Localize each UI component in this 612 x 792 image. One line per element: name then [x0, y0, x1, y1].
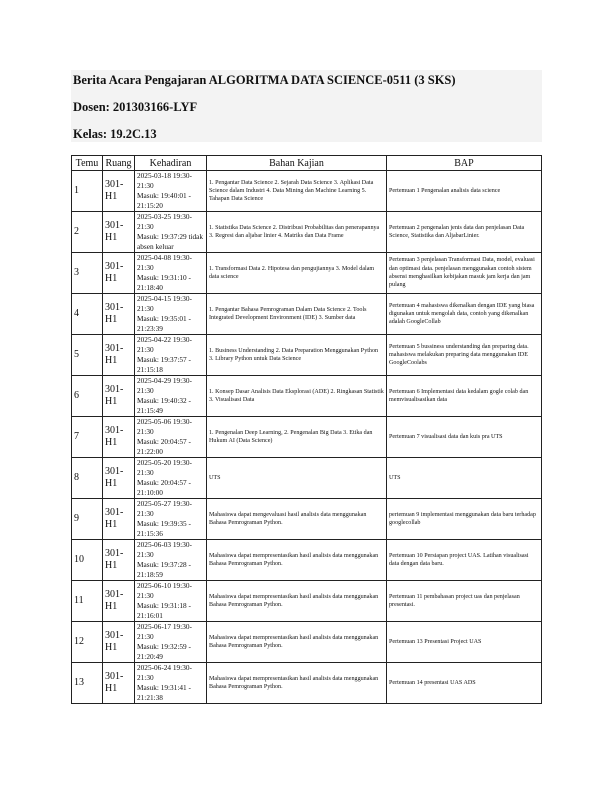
schedule-text: 2025-06-17 19:30-21:30	[137, 622, 192, 641]
room-cell: 301-H1	[103, 253, 135, 294]
topic-cell: 1. Business Understanding 2. Data Preparation Menggunakan Python 3. Library Python untuk Data Science	[207, 335, 387, 376]
room-cell: 301-H1	[103, 458, 135, 499]
bap-cell: UTS	[387, 458, 542, 499]
topic-cell: Mahasiswa dapat mempresentasikan hasil analisis data menggunakan Bahasa Pemrograman Python.	[207, 581, 387, 622]
room-cell: 301-H1	[103, 499, 135, 540]
meeting-number: 5	[72, 335, 103, 376]
attendance-cell	[135, 499, 207, 540]
bap-cell: Pertemuan 7 visualisasi data dan kuis pra UTS	[387, 417, 542, 458]
check-in-text: Masuk: 19:40:32 - 21:15:49	[137, 396, 191, 415]
attendance-cell	[135, 253, 207, 294]
topic-cell: 1. Statistika Data Science 2. Distribusi Probabilitas dan penerapannya 3. Regresi dan aljabar linier 4. Matriks dan Data Frame	[207, 212, 387, 253]
meeting-number: 3	[72, 253, 103, 294]
table-row	[72, 622, 542, 663]
meeting-number: 10	[72, 540, 103, 581]
check-in-text: Masuk: 19:37:57 - 21:15:18	[137, 355, 191, 374]
room-cell: 301-H1	[103, 663, 135, 704]
schedule-text: 2025-06-10 19:30-21:30	[137, 581, 192, 600]
check-in-text: Masuk: 19:40:01 - 21:15:20	[137, 191, 191, 210]
bap-cell: pertemuan 9 implementasi menggunakan data baru terhadap googlecollab	[387, 499, 542, 540]
room-cell: 301-H1	[103, 540, 135, 581]
attendance-cell	[135, 294, 207, 335]
meeting-number: 13	[72, 663, 103, 704]
bap-cell: Pertemuan 11 pembahasan project uas dan penjelasan presentasi.	[387, 581, 542, 622]
column-header-bap: BAP	[387, 156, 542, 171]
bap-cell: Pertemuan 3 penjelasan Transformasi Data, model, evaluasi dan optimasi data. penjelasan menggunakan contoh sistem absensi menghasilkan kebijakan masuk jam kerja dan jam pulang	[387, 253, 542, 294]
bap-cell: Pertemuan 10 Persiapan project UAS. Latihan visualisasi data dengan data baru.	[387, 540, 542, 581]
schedule-text: 2025-04-15 19:30-21:30	[137, 294, 192, 313]
room-cell: 301-H1	[103, 212, 135, 253]
table-row	[72, 335, 542, 376]
table-row	[72, 581, 542, 622]
meeting-number: 8	[72, 458, 103, 499]
room-cell: 301-H1	[103, 622, 135, 663]
attendance-cell	[135, 335, 207, 376]
schedule-text: 2025-05-20 19:30-21:30	[137, 458, 192, 477]
check-in-text: Masuk: 19:31:41 - 21:21:38	[137, 683, 191, 702]
schedule-text: 2025-04-29 19:30-21:30	[137, 376, 192, 395]
room-cell: 301-H1	[103, 294, 135, 335]
check-in-text: Masuk: 19:32:59 - 21:20:49	[137, 642, 191, 661]
attendance-cell	[135, 663, 207, 704]
check-in-text: Masuk: 19:39:35 - 21:15:36	[137, 519, 191, 538]
check-in-text: Masuk: 19:31:10 - 21:18:40	[137, 273, 191, 292]
table-row	[72, 294, 542, 335]
schedule-text: 2025-06-24 19:30-21:30	[137, 663, 192, 682]
column-header-ruang: Ruang	[103, 156, 135, 171]
attendance-cell	[135, 622, 207, 663]
column-header-kehadiran: Kehadiran	[135, 156, 207, 171]
meeting-number: 11	[72, 581, 103, 622]
schedule-text: 2025-03-18 19:30-21:30	[137, 171, 192, 190]
schedule-text: 2025-03-25 19:30-21:30	[137, 212, 192, 231]
check-in-text: Masuk: 19:37:28 - 21:18:59	[137, 560, 191, 579]
check-in-text: Masuk: 19:35:01 - 21:23:39	[137, 314, 191, 333]
topic-cell: Mahasiswa dapat mengevaluasi hasil analisis data menggunakan Bahasa Pemrograman Python.	[207, 499, 387, 540]
room-cell: 301-H1	[103, 376, 135, 417]
table-row	[72, 253, 542, 294]
bap-cell: Pertemuan 13 Presentasi Project UAS	[387, 622, 542, 663]
check-in-text: Masuk: 19:31:18 - 21:16:01	[137, 601, 191, 620]
topic-cell: 1. Pengantar Bahasa Pemrograman Dalam Data Science 2. Tools Integrated Development Environment (IDE) 3. Sumber data	[207, 294, 387, 335]
table-row	[72, 171, 542, 212]
bap-cell: Pertemuan 1 Pengenalan analisis data science	[387, 171, 542, 212]
table-row	[72, 540, 542, 581]
schedule-text: 2025-06-03 19:30-21:30	[137, 540, 192, 559]
table-row	[72, 499, 542, 540]
attendance-cell	[135, 212, 207, 253]
check-in-text: Masuk: 20:04:57 - 21:10:00	[137, 478, 191, 497]
meeting-number: 6	[72, 376, 103, 417]
check-in-text: Masuk: 19:37:29 tidak absen keluar	[137, 232, 204, 251]
attendance-cell	[135, 458, 207, 499]
topic-cell: Mahasiswa dapat mempresentasikan hasil analisis data menggunakan Bahasa Pemrograman Python.	[207, 540, 387, 581]
attendance-table	[71, 155, 542, 704]
bap-cell: Pertemuan 14 presentasi UAS ADS	[387, 663, 542, 704]
room-cell: 301-H1	[103, 335, 135, 376]
bap-cell: Pertemuan 5 bussiness understanding dan preparing data. mahasiswa melakukan preparing data menggunakan IDE GoogleCoolabs	[387, 335, 542, 376]
attendance-cell	[135, 581, 207, 622]
schedule-text: 2025-04-08 19:30-21:30	[137, 253, 192, 272]
topic-cell: 1. Pengantar Data Science 2. Sejarah Data Science 3. Aplikasi Data Science dalam Industri 4. Data Mining dan Machine Learning 5. Tahapan Data Science	[207, 171, 387, 212]
table-row	[72, 376, 542, 417]
lecturer-label: Dosen: 201303166-LYF	[73, 100, 198, 114]
attendance-cell	[135, 376, 207, 417]
room-cell: 301-H1	[103, 417, 135, 458]
attendance-cell	[135, 417, 207, 458]
table-header-row	[72, 156, 542, 171]
meeting-number: 9	[72, 499, 103, 540]
meeting-number: 1	[72, 171, 103, 212]
topic-cell: 1. Pengenalan Deep Learning, 2. Pengenalan Big Data 3. Etika dan Hukum AI (Data Science)	[207, 417, 387, 458]
bap-cell: Pertemuan 2 pengenalan jenis data dan penjelasan Data Science, Statistika dan AljabarLinier.	[387, 212, 542, 253]
topic-cell: UTS	[207, 458, 387, 499]
check-in-text: Masuk: 20:04:57 - 21:22:00	[137, 437, 191, 456]
table-row	[72, 458, 542, 499]
topic-cell: Mahasiswa dapat mempresentasikan hasil analisis data menggunakan Bahasa Pemrograman Python.	[207, 622, 387, 663]
bap-cell: Pertemuan 4 mahasiswa dikenalkan dengan IDE yang biasa digunakan untuk mengolah data, contoh yang dikenalkan adalah GoogleCollab	[387, 294, 542, 335]
column-header-temu: Temu	[72, 156, 103, 171]
attendance-cell	[135, 540, 207, 581]
room-cell: 301-H1	[103, 581, 135, 622]
schedule-text: 2025-04-22 19:30-21:30	[137, 335, 192, 354]
schedule-text: 2025-05-27 19:30-21:30	[137, 499, 192, 518]
page-title: Berita Acara Pengajaran ALGORITMA DATA SCIENCE-0511 (3 SKS)	[73, 73, 456, 87]
class-label: Kelas: 19.2C.13	[73, 127, 157, 141]
document-header	[71, 70, 542, 142]
schedule-text: 2025-05-06 19:30-21:30	[137, 417, 192, 436]
meeting-number: 4	[72, 294, 103, 335]
meeting-number: 7	[72, 417, 103, 458]
table-row	[72, 663, 542, 704]
room-cell: 301-H1	[103, 171, 135, 212]
table-row	[72, 212, 542, 253]
meeting-number: 2	[72, 212, 103, 253]
topic-cell: 1. Transformasi Data 2. Hipotesa dan pengujiannya 3. Model dalam data science	[207, 253, 387, 294]
meeting-number: 12	[72, 622, 103, 663]
topic-cell: Mahasiswa dapat mempresentasikan hasil analisis data menggunakan Bahasa Pemrograman Python.	[207, 663, 387, 704]
bap-cell: Pertemuan 6 Implementasi data kedalam gogle colab dan memvisualisasikan data	[387, 376, 542, 417]
attendance-cell	[135, 171, 207, 212]
column-header-bahan-kajian: Bahan Kajian	[207, 156, 387, 171]
topic-cell: 1. Konsep Dasar Analisis Data Eksplorasi (ADE) 2. Ringkasan Statistik 3. Visualisasi Data	[207, 376, 387, 417]
table-row	[72, 417, 542, 458]
